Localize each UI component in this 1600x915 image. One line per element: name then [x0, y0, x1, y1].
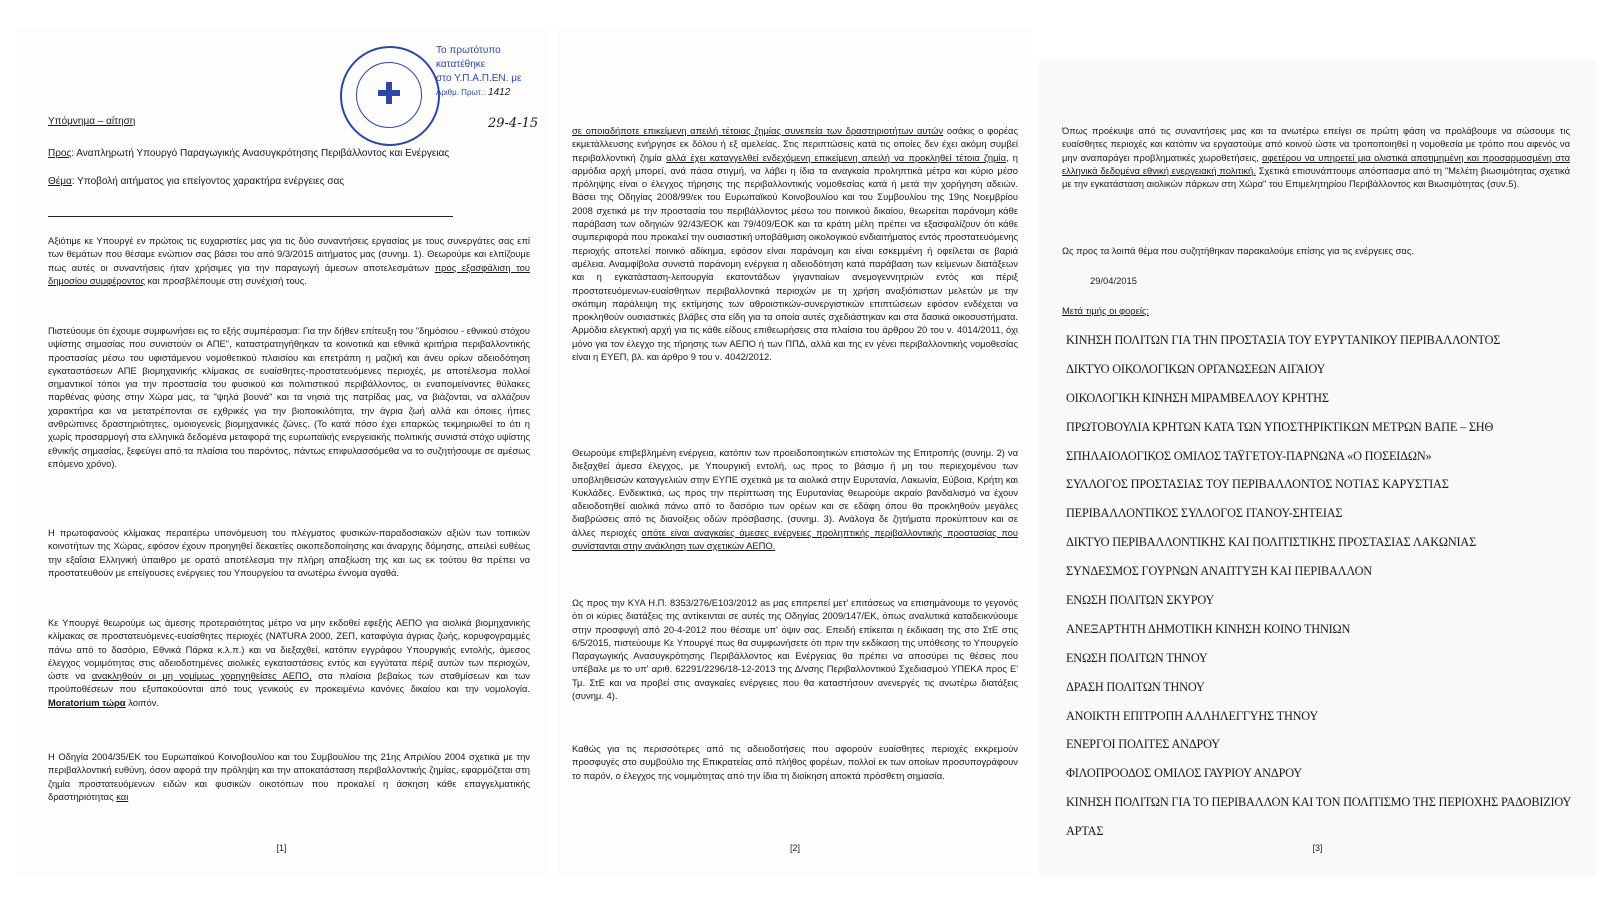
paragraph-1: σε οποιαδήποτε επικείμενη απειλή τέτοιας ζημίας συνεπεία των δραστηριοτήτων αυτών οσάκις ο φορέας εκμετάλλευσης ενήργησε εκ δόλου ή εξ αμελείας. Στις περιπτώσεις κατά τις οποίες δεν έχει ακόμη συμβεί περιβαλλοντική ζημία αλλά έχει καταγγελθεί ενδεχόμενη επικείμενη απειλή να προκληθεί τέτοια ζημία, η αρμόδια αρχή μπορεί, ανά πάσα στιγμή, να λάβει η ίδια τα αναγκαία προληπτικά μέτρα και κύριο μέσο πρόληψης είναι ο έλεγχος τήρησης της περιβαλλοντικής νομοθεσίας κατά ή μετά την χορήγηση αδειών. Βάσει της Οδηγίας 2008/99/εκ του Ευρωπαϊκού Κοινοβουλίου και του Συμβουλίου της 19ης Νοεμβρίου 2008 σχετικά με την προστασία του περιβάλλοντος μέσω του ποινικού δικαίου, θεωρείται παράνομη κάθε παράβαση των οδηγιών 92/43/ΕΟΚ και 79/409/ΕΟΚ και τα κράτη μέλη πρέπει να εξασφαλίζουν ότι κάθε συμπεριφορά που προκαλεί την ουσιαστική υποβάθμιση οικολογικού ενδιαιτήματος εντός προστατευόμενης περιοχής αποτελεί ποινικό αδίκημα, εφόσον είναι παράνομη και είναι εσκεμμένη ή οφείλεται σε βαριά αμέλεια. Αναμφίβολα συνιστά παράνομη ενέργεια η αδειοδότηση κατά παράβαση των κείμενων διατάξεων και η εγκατάσταση-λειτουργία εκατοντάδων γιγαντιαίων ανεμογεννητριών εντός και πέριξ προστατευόμενων-ευαίσθητων περιβαλλοντικά περιοχών με τη χρήση αναξιόπιστων μελετών με την σκόπιμη παράλειψη της εκτίμησης των αθροιστικών-συνεργιστικών επιπτώσεων εφόσον ενδέχεται να προκληθούν ουσιαστικές βλάβες στα είδη για τα οποία αυτές σχεδιάστηκαν και στα δασικά οικοσυστήματα. Αρμόδια ελεγκτική αρχή για τις κάθε είδους επιθεωρήσεις στα πλαίσια του άρθρου 20 του ν. 4014/2011, όχι μόνο για τον έλεγχο της τήρησης των ΑΕΠΟ ή των ΠΠΔ, αλλά και της εν γένει περιβαλλοντικής νομοθεσίας είναι η ΕΥΕΠ, βλ. και άρθρο 9 του ν. 4042/2012. [572, 125, 1019, 363]
paragraph-3: Η πρωτοφανούς κλίμακας περαιτέρω υπονόμευση του πλέγματος φυσικών-παραδοσιακών αξιών των τοπικών κοινοτήτων της Χώρας, εφόσον έχουν προηγηθεί δεκαετίες οικοπεδοποίησης και άναρχης δόμησης, απειλεί ευθέως την εξαΐσια Ελληνική ύπαιθρο με ορατό αποτέλεσμα την πλήρη απαξίωση της και ως εκ τούτου θα πρέπει να προστατευθούν με επείγουσες ενέργειες του Υπουργείου τα ανωτέρω έννομα αγαθά. [48, 527, 530, 578]
stamp-handwritten-date: 29-4-15 [488, 116, 539, 131]
stamp-line-2: στο Υ.Π.Α.Π.ΕΝ. με [436, 73, 522, 84]
document-page-1 [18, 30, 545, 875]
signatory-organization: ΔΙΚΤΥΟ ΠΕΡΙΒΑΛΛΟΝΤΙΚΗΣ ΚΑΙ ΠΟΛΙΤΙΣΤΙΚΗΣ ΠΡΟΣΤΑΣΙΑΣ ΛΑΚΩΝΙΑΣ [1066, 535, 1477, 550]
document-type: Υπόμνημα – αίτηση [48, 116, 136, 127]
protocol-number: 1412 [488, 87, 511, 98]
signatory-organization: ΚΙΝΗΣΗ ΠΟΛΙΤΩΝ ΓΙΑ ΤΟ ΠΕΡΙΒΑΛΛΟΝ ΚΑΙ ΤΟΝ ΠΟΛΙΤΙΣΜΟ ΤΗΣ ΠΕΡΙΟΧΗΣ ΡΑΔΟΒΙΖΙΟΥ [1066, 795, 1572, 810]
signatory-organization: ΕΝΩΣΗ ΠΟΛΙΤΩΝ ΤΗΝΟΥ [1066, 650, 1208, 665]
subject-line: Θέμα: Υποβολή αιτήματος για επείγοντος χαρακτήρα ενέργειες σας [48, 176, 345, 187]
letter-date: 29/04/2015 [1090, 275, 1137, 286]
paragraph-3: Ως προς την ΚΥΑ Η.Π. 8353/276/Ε103/2012 as μας επιτρεπεί μετ' επιτάσεως να επισημάνουμε το γεγονός ότι οι κύριες διατάξεις της αντίκεινται σε αυτές της Οδηγίας 2009/147/ΕΚ, όπως αναλυτικά καταδεικνύουμε στην προσφυγή από 20-4-2012 που θέσαμε υπ' όψιν σας. Επειδή επίκειται η έκδικαση της στο ΣτΕ στις 6/5/2015, πιστεύουμε Κε Υπουργέ πως θα συμφωνήσετε ότι πριν την εκδίκαση της υπόθεσης το Υπουργείο Παραγωγικής Ανασυγκρότησης Περιβάλλοντος και Ενέργειας θα πρέπει να αποσύρει τις θέσεις που υπέβαλε με το υπ' αριθ. 62291/2296/18-12-2013 της Δ/νσης Περιβαλλοντικού Σχεδιασμού ΥΠΕΚΑ προς Ε' Τμ. ΣτΕ και να προβεί στις αναγκαίες ενέργειες που θα καταστήσουν ανενεργές τις ανωτέρω διατάξεις (συνημ. 4). [572, 597, 1018, 702]
document-page-3 [1040, 60, 1595, 875]
receipt-stamp-text [436, 44, 545, 100]
signoff-line: Μετά τιμής οι φορείς: [1062, 305, 1150, 316]
signatory-organization: ΦΙΛΟΠΡΟΟΔΟΣ ΟΜΙΛΟΣ ΓΑΥΡΙΟΥ ΑΝΔΡΟΥ [1066, 766, 1302, 781]
page-number-3: [3] [1312, 843, 1323, 853]
signatory-organization: ΣΥΝΔΕΣΜΟΣ ΓΟΥΡΝΩΝ ΑΝΑΠΤΥΞΗ ΚΑΙ ΠΕΡΙΒΑΛΛΟΝ [1066, 564, 1372, 579]
paragraph-2: Πιστεύουμε ότι έχουμε συμφωνήσει εις το εξής συμπέρασμα: Για την δήθεν επίτευξη του "δημόσιου - εθνικού στόχου υψίστης σημασίας που συνιστούν οι ΑΠΕ", καταστρατηγήθηκαν τα κοινοτικά και εθνικά κριτήρια περιβαλλοντικής προστασίας μέσω του υφιστάμενου νομοθετικού πλαισίου και επετράπη η μαζική και άνευ ορίων αδειοδότηση εγκαταστάσεων ΑΠΕ βιομηχανικής κλίμακας σε ευαίσθητες-προστατευόμενες περιοχές, με αποτέλεσμα πολλοί σημαντικοί τόποι για την προστασία του φυσικού και πολιτιστικού περιβάλλοντος, οι εναπομείναντες θύλακες παρθένας φύσης στην Χώρα μας, τα "ψηλά βουνά" και τα νησιά της πατρίδας μας, να βιάζονται, να αλλάζουν χαρακτήρα και να μετατρέπονται σε εχθρικές για την βιοποικιλότητα, την άγρια ζωή αλλά και όποιες ήπιες ανθρώπινες δραστηριότητες, ομοιογενείς βιομηχανικές ζώνες. (Το κατά πόσο έχει επαρκώς τεκμηριωθεί το ότι η χωρίς προσαρμογή στα ελληνικά δεδομένα μεταφορά της ευρωπαϊκής ενεργειακής πολιτικής συνιστά στόχο υψίστης εθνικής σημασίας, ξεφεύγει από τα πλαίσια του παρόντος, πάντως επιφυλασσόμεθα να το συζητήσουμε σε αμέσως επόμενο χρόνο). [48, 325, 530, 469]
signatory-organization: ΑΡΤΑΣ [1066, 824, 1104, 839]
signatory-organization: ΟΙΚΟΛΟΓΙΚΗ ΚΙΝΗΣΗ ΜΙΡΑΜΒΕΛΛΟΥ ΚΡΗΤΗΣ [1066, 390, 1329, 405]
official-seal-stamp [340, 46, 440, 146]
signatory-organization: ΣΠΗΛΑΙΟΛΟΓΙΚΟΣ ΟΜΙΛΟΣ ΤΑΫΓΕΤΟΥ-ΠΑΡΝΩΝΑ «Ο ΠΟΣΕΙΔΩΝ» [1066, 448, 1432, 463]
signatory-organizations-list [1066, 326, 1576, 846]
signatory-organization: ΔΡΑΣΗ ΠΟΛΙΤΩΝ ΤΗΝΟΥ [1066, 679, 1205, 694]
stamp-line-3: Αριθμ. Πρωτ.: [436, 88, 486, 97]
signatory-organization: ΚΙΝΗΣΗ ΠΟΛΙΤΩΝ ΓΙΑ ΤΗΝ ΠΡΟΣΤΑΣΙΑ ΤΟΥ ΕΥΡΥΤΑΝΙΚΟΥ ΠΕΡΙΒΑΛΛΟΝΤΟΣ [1066, 333, 1501, 347]
paragraph-4: Κε Υπουργέ θεωρούμε ως άμεσης προτεραιότητας μέτρο να μην εκδοθεί εφεξής ΑΕΠΟ για αιολικά βιομηχανικής κλίμακας σε προστατευόμενες-ευαίσθητες περιοχές (NATURA 2000, ΖΕΠ, καταφύγια άγριας ζωής, κορυφογραμμές πάνω από το δασόριο, Εθνικά Πάρκα κ.λ.π.) και να διεξαχθεί, κατόπιν εγγράφου Υπουργικής εντολής, άμεσος έλεγχος νομιμότητας στις αδειοδοτημένες αιολικές εγκαταστάσεις εντός και εγγύτατα πέριξ αυτών των περιοχών, ώστε να ανακληθούν οι μη νομίμως χορηγηθείσες ΑΕΠΟ, στα πλαίσια βεβαίως των σταθμίσεων και των προϋποθέσεων που εξυπακούονται από τους γενικούς εν προκειμένω κανόνες δικαίου και την νομολογία. Moratorium τώρα λοιπόν. [48, 617, 530, 708]
signatory-organization: ΕΝΕΡΓΟΙ ΠΟΛΙΤΕΣ ΑΝΔΡΟΥ [1066, 737, 1220, 752]
document-page-2 [560, 30, 1030, 875]
signatory-organization: ΑΝΟΙΚΤΗ ΕΠΙΤΡΟΠΗ ΑΛΛΗΛΕΓΓΥΗΣ ΤΗΝΟΥ [1066, 708, 1319, 723]
page-number-2: [2] [789, 843, 800, 853]
paragraph-2: Θεωρούμε επιβεβλημένη ενέργεια, κατόπιν των προειδοποιητικών επιστολών της Επιτροπής (συνημ. 2) να διεξαχθεί άμεσα έλεγχος, με Υπουργική εντολή, ως προς το βάσιμο ή μη του περιεχομένου των υποβληθεισών καταγγελιών στην ΕΥΠΕ σχετικά με τα αιολικά στην Ευρυτανία, Λακωνία, Εύβοια, Κρήτη και Κυκλάδες. Ενδεικτικά, ως προς την περίπτωση της Ευρυτανίας θεωρούμε ακραίο βανδαλισμό να έχουν αδειοδοτηθεί αιολικά πάνω από το δασόριο των ορέων και σε εδάφη όπου θα προκληθούν μεγάλες διαβρώσεις από τις διανοίξεις οδών πρόσβασης. (συνημ. 3). Ανάλογα δε ζητήματα προκύπτουν και σε άλλες περιοχές οπότε είναι αναγκαίες άμεσες ενέργειες προληπτικής περιβαλλοντικής προστασίας που συνίστανται στην ανάκληση των σχετικών ΑΕΠΟ. [572, 447, 1018, 552]
signatory-organization: ΑΝΕΞΑΡΤΗΤΗ ΔΗΜΟΤΙΚΗ ΚΙΝΗΣΗ ΚΟΙΝΟ ΤΗΝΙΩΝ [1066, 621, 1351, 636]
cross-emblem-icon [378, 82, 400, 104]
signatory-organization: ΠΡΩΤΟΒΟΥΛΙΑ ΚΡΗΤΩΝ ΚΑΤΑ ΤΩΝ ΥΠΟΣΤΗΡΙΚΤΙΚΩΝ ΜΕΤΡΩΝ ΒΑΠΕ – ΣΗΘ [1066, 419, 1494, 434]
paragraph-5: Η Οδηγία 2004/35/ΕΚ του Ευρωπαϊκού Κοινοβουλίου και του Συμβουλίου της 21ης Απριλίου 2004 σχετικά με την περιβαλλοντική ευθύνη, όσον αφορά την πρόληψη και την αποκατάσταση περιβαλλοντικής ζημίας, εφαρμόζεται στη ζημία προστατευόμενων ειδών και φυσικών οικοτόπων που προκαλεί η άσκηση κάθε επαγγελματικής δραστηριότητας και [48, 751, 530, 802]
signatory-organization: ΕΝΩΣΗ ΠΟΛΙΤΩΝ ΣΚΥΡΟΥ [1066, 593, 1215, 608]
separator-line [48, 216, 453, 217]
paragraph-1: Όπως προέκυψε από τις συναντήσεις μας και τα ανωτέρω επείγει σε πρώτη φάση να προλάβουμε να σώσουμε τις ευαίσθητες περιοχές και κατόπιν να εργαστούμε από κοινού ώστε να τροποποιηθεί η νομοθεσία με τρόπο που αφενός να μην αναπαράγει προβληματικές χωροθετήσεις, αφετέρου να υπηρετεί μια ολιστικά αποτιμημένη και προσαρμοσμένη στα ελληνικά δεδομένα εθνική ενεργειακή πολιτική. Σχετικά επισυνάπτουμε απόσπασμα από τη "Μελέτη βιωσιμότητας σχετικά με την εγκατάσταση αιολικών πάρκων στη Χώρα" του Επιμελητηρίου Περιβάλλοντος και Βιωσιμότητας (συν.5). [1062, 125, 1570, 190]
signatory-organization: ΔΙΚΤΥΟ ΟΙΚΟΛΟΓΙΚΩΝ ΟΡΓΑΝΩΣΕΩΝ ΑΙΓΑΙΟΥ [1066, 361, 1326, 376]
paragraph-4: Καθώς για τις περισσότερες από τις αδειοδοτήσεις που αφορούν ευαίσθητες περιοχές εκκρεμούν προσφυγές στο συμβούλιο της Επικρατείας από πλήθος φορέων, πολλοί εκ των οποίων προσυπογράφουν το παρόν, ο έλεγχος της νομιμότητας από την ίδια τη διοίκηση αποκτά πρόσθετη σημασία. [572, 743, 1018, 781]
stamp-line-1: Το πρωτότυπο κατατέθηκε [436, 45, 501, 70]
page-number-1: [1] [276, 843, 287, 853]
paragraph-1: Αξιότιμε κε Υπουργέ εν πρώτοις τις ευχαριστίες μας για τις δύο συναντήσεις εργασίας με τους συνεργάτες σας επί των θεμάτων που θέσαμε ενώπιον σας βάσει του από 9/3/2015 αιτήματος μας (συνημ. 1). Θεωρούμε και ελπίζουμε πως αυτές οι συναντήσεις ήταν χρήσιμες για την παραγωγή άμεσων αποτελεσμάτων προς εξασφάλιση του δημοσίου συμφέροντος και προσβλέπουμε στη συνέχισή τους. [48, 235, 530, 286]
paragraph-2: Ως προς τα λοιπά θέμα που συζητήθηκαν παρακαλούμε επίσης για τις ενέργειες σας. [1062, 245, 1414, 256]
signatory-organization: ΣΥΛΛΟΓΟΣ ΠΡΟΣΤΑΣΙΑΣ ΤΟΥ ΠΕΡΙΒΑΛΛΟΝΤΟΣ ΝΟΤΙΑΣ ΚΑΡΥΣΤΙΑΣ [1066, 477, 1449, 492]
recipient-line: Προς: Αναπληρωτή Υπουργό Παραγωγικής Ανασυγκρότησης Περιβάλλοντος και Ενέργειας [48, 148, 450, 159]
signatory-organization: ΠΕΡΙΒΑΛΛΟΝΤΙΚΟΣ ΣΥΛΛΟΓΟΣ ΙΤΑΝΟΥ-ΣΗΤΕΙΑΣ [1066, 506, 1343, 521]
